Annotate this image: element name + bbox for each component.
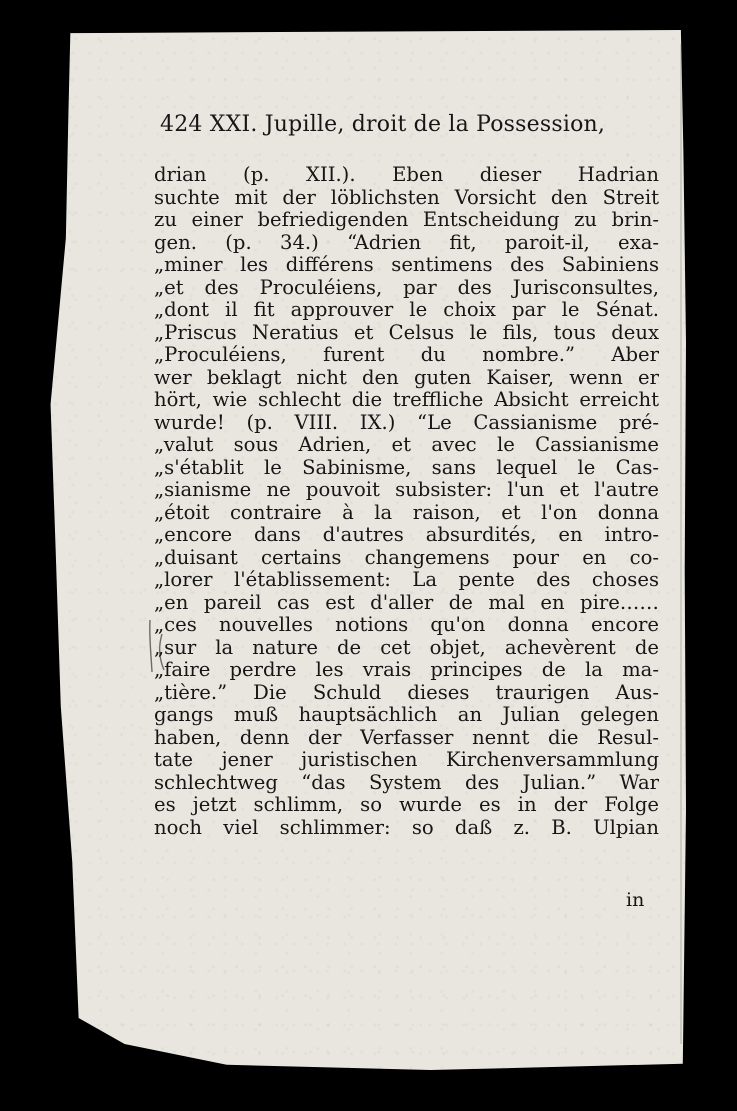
text-line: „sianisme ne pouvoit subsister: l'un et l'autre: [154, 478, 659, 501]
text-line: „Proculéiens, furent du nombre.” Aber: [154, 343, 659, 366]
text-line: „sur la nature de cet objet, achevèrent de: [154, 635, 659, 659]
text-line: „Priscus Neratius et Celsus le fils, tous deux: [154, 320, 659, 344]
text-line: wer beklagt nicht den guten Kaiser, wenn er: [154, 365, 659, 389]
text-line: drian (p. XII.). Eben dieser Hadrian: [154, 163, 659, 186]
text-lines: [154, 164, 659, 839]
text-line: „s'établit le Sabinisme, sans lequel le Cas-: [154, 455, 659, 479]
page-fold-shadow: [680, 44, 682, 1044]
text-line: hört, wie schlecht die treffliche Absicht erreicht: [154, 388, 659, 411]
text-line: „tière.” Die Schuld dieses traurigen Aus-: [154, 680, 659, 704]
text-line: „et des Proculéiens, par des Jurisconsultes,: [154, 275, 659, 299]
text-line: es jetzt schlimm, so wurde es in der Folge: [154, 793, 659, 816]
text-line: gangs muß hauptsächlich an Julian gelegen: [154, 703, 659, 726]
running-header: 424 XXI. Jupille, droit de la Possession,: [160, 112, 606, 137]
text-line: schlechtweg “das System des Julian.” War: [154, 770, 659, 794]
text-line: „en pareil cas est d'aller de mal en pire……: [154, 590, 659, 614]
text-line: zu einer befriedigenden Entscheidung zu brin-: [154, 208, 659, 231]
text-line: „valut sous Adrien, et avec le Cassianisme: [154, 433, 659, 456]
text-line: tate jener juristischen Kirchenversammlung: [154, 748, 659, 771]
text-line: „duisant certains changemens pour en co-: [154, 545, 659, 569]
text-line: „dont il fit approuver le choix par le Sénat.: [154, 298, 659, 321]
text-line: suchte mit der löblichsten Vorsicht den Streit: [154, 185, 659, 209]
text-line: „ces nouvelles notions qu'on donna encore: [154, 613, 659, 636]
text-line: haben, denn der Verfasser nennt die Resul-: [154, 725, 659, 749]
text-line: „encore dans d'autres absurdités, en intro-: [154, 523, 659, 546]
text-line: „faire perdre les vrais principes de la ma-: [154, 658, 659, 681]
text-line: noch viel schlimmer: so daß z. B. Ulpian: [154, 815, 659, 839]
text-line: „miner les différens sentimens des Sabiniens: [154, 253, 659, 276]
catchword: in: [626, 889, 645, 911]
text-line: „lorer l'établissement: La pente des choses: [154, 568, 659, 591]
text-line: gen. (p. 34.) “Adrien fit, paroit-il, exa-: [154, 230, 659, 254]
text-line: „étoit contraire à la raison, et l'on donna: [154, 500, 659, 524]
text-line: wurde! (p. VIII. IX.) “Le Cassianisme pré-: [154, 410, 659, 434]
